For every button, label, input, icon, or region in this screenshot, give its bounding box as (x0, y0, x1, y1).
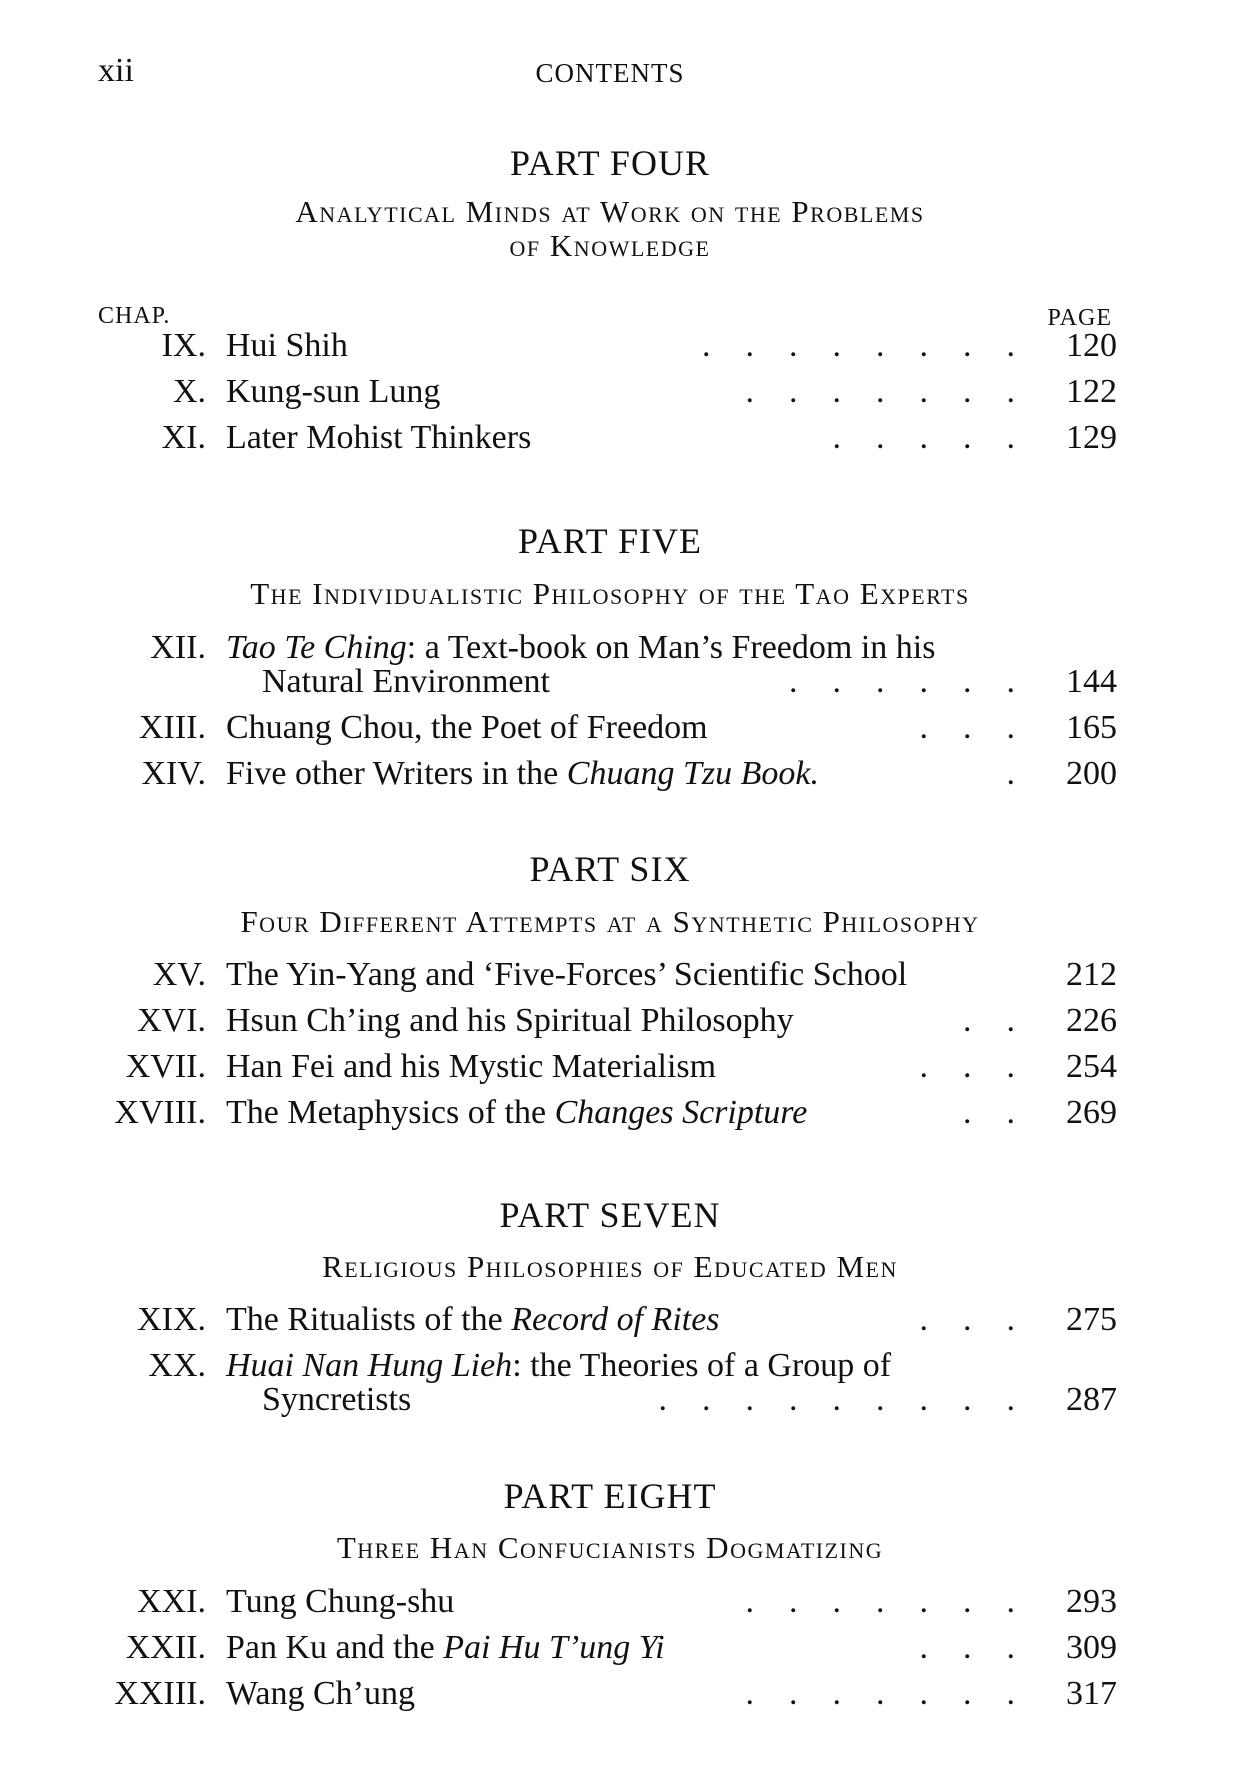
page-number: 122 (1066, 373, 1117, 410)
page-number: 309 (1066, 1629, 1117, 1666)
dot-leader: ..... (832, 419, 1050, 456)
page-number: 226 (1066, 1002, 1117, 1039)
page-number: 120 (1066, 327, 1117, 364)
page-number: 275 (1066, 1301, 1117, 1338)
dot-leader: ....... (745, 373, 1050, 410)
chapter-title: Kung-sun Lung (226, 373, 441, 410)
chapter-number: XXIII. (114, 1675, 206, 1712)
chapter-title: The Ritualists of the Record of Rites (226, 1301, 720, 1338)
toc-entry-ix[interactable] (0, 326, 1250, 366)
toc-entry-xxiii[interactable] (0, 1674, 1250, 1714)
toc-entry-xiii[interactable] (0, 708, 1250, 748)
dot-leader: . (1006, 755, 1050, 792)
toc-entry-xvi[interactable] (0, 1001, 1250, 1041)
dot-leader: .. (963, 1094, 1050, 1131)
part-six-subtitle: Four Different Attempts at a Synthetic Philosophy (240, 904, 980, 939)
chapter-number: XX. (148, 1347, 206, 1384)
part-seven-subtitle: Religious Philosophies of Educated Men (322, 1249, 898, 1284)
chapter-title: Later Mohist Thinkers (226, 419, 532, 456)
chapter-title: Tung Chung-shu (226, 1583, 455, 1620)
part-five-title: PART FIVE (518, 521, 702, 561)
dot-leader: ...... (789, 663, 1050, 700)
page-number: 287 (1066, 1381, 1117, 1418)
page-column-label: PAGE (1047, 305, 1112, 331)
dot-leader: ... (919, 1629, 1050, 1666)
toc-entry-xxii[interactable] (0, 1628, 1250, 1668)
page-number: 200 (1066, 755, 1117, 792)
chapter-title: Hui Shih (226, 327, 348, 364)
page-number: 212 (1066, 956, 1117, 993)
dot-leader: ....... (745, 1675, 1050, 1712)
running-title: CONTENTS (535, 58, 685, 88)
chapter-title: The Yin-Yang and ‘Five-Forces’ Scientific School (226, 956, 908, 993)
toc-entry-xv[interactable] (0, 955, 1250, 995)
chapter-number: XXII. (125, 1629, 206, 1666)
part-seven-title: PART SEVEN (499, 1195, 721, 1235)
toc-entry-xi[interactable] (0, 418, 1250, 458)
toc-entry-xxi[interactable] (0, 1582, 1250, 1622)
chapter-number: XIX. (137, 1301, 206, 1338)
toc-entry-xiv[interactable] (0, 754, 1250, 794)
page-number: 254 (1066, 1048, 1117, 1085)
chapter-number: XIII. (138, 709, 206, 746)
part-four-title: PART FOUR (510, 143, 710, 183)
chapter-title: Han Fei and his Mystic Materialism (226, 1048, 717, 1085)
chapter-number: X. (172, 373, 206, 410)
chapter-title-continued: Natural Environment (262, 663, 550, 700)
page-number: 144 (1066, 663, 1117, 700)
chapter-title-continued: Syncretists (262, 1381, 412, 1418)
chapter-number: XVIII. (114, 1094, 206, 1131)
part-six-title: PART SIX (529, 849, 691, 889)
toc-entry-xix[interactable] (0, 1300, 1250, 1340)
dot-leader: ......... (658, 1381, 1050, 1418)
part-eight-subtitle: Three Han Confucianists Dogmatizing (336, 1530, 884, 1565)
dot-leader: ........ (702, 327, 1050, 364)
chapter-title: The Metaphysics of the Changes Scripture (226, 1094, 808, 1131)
chapter-number: XVI. (137, 1002, 206, 1039)
chapter-title: Chuang Chou, the Poet of Freedom (226, 709, 708, 746)
chapter-title: Tao Te Ching: a Text-book on Man’s Freedom in his (226, 629, 936, 666)
page-number: 165 (1066, 709, 1117, 746)
dot-leader: ....... (745, 1583, 1050, 1620)
toc-entry-xii[interactable] (0, 628, 1250, 708)
chapter-title: Pan Ku and the Pai Hu T’ung Yi (226, 1629, 665, 1666)
page-number: 317 (1066, 1675, 1117, 1712)
dot-leader: ... (919, 1048, 1050, 1085)
dot-leader: .. (963, 1002, 1050, 1039)
chapter-title: Hsun Ch’ing and his Spiritual Philosophy (226, 1002, 794, 1039)
part-eight-title: PART EIGHT (503, 1476, 717, 1516)
chapter-number: XV. (152, 956, 206, 993)
chapter-number: XII. (150, 629, 206, 666)
chapter-number: XI. (161, 419, 206, 456)
chapter-number: XXI. (137, 1583, 206, 1620)
toc-entry-x[interactable] (0, 372, 1250, 412)
chapter-title: Five other Writers in the Chuang Tzu Book. (226, 755, 819, 792)
part-five-subtitle: The Individualistic Philosophy of the Tao Experts (250, 576, 970, 611)
part-four-subtitle: Analytical Minds at Work on the Problems of Knowledge (295, 194, 925, 263)
page-number: 129 (1066, 419, 1117, 456)
chapter-number: XIV. (141, 755, 206, 792)
chapter-title: Wang Ch’ung (226, 1675, 415, 1712)
page-folio: xii (98, 52, 134, 89)
page-number: 293 (1066, 1583, 1117, 1620)
dot-leader: ... (919, 709, 1050, 746)
chapter-column-label: CHAP. (98, 303, 171, 329)
chapter-number: XVII. (125, 1048, 206, 1085)
chapter-title: Huai Nan Hung Lieh: the Theories of a Group of (226, 1347, 892, 1384)
running-head (0, 52, 1250, 92)
dot-leader: ... (919, 1301, 1050, 1338)
toc-entry-xx[interactable] (0, 1346, 1250, 1426)
page-number: 269 (1066, 1094, 1117, 1131)
toc-entry-xvii[interactable] (0, 1047, 1250, 1087)
chapter-number: IX. (161, 327, 206, 364)
toc-entry-xviii[interactable] (0, 1093, 1250, 1133)
